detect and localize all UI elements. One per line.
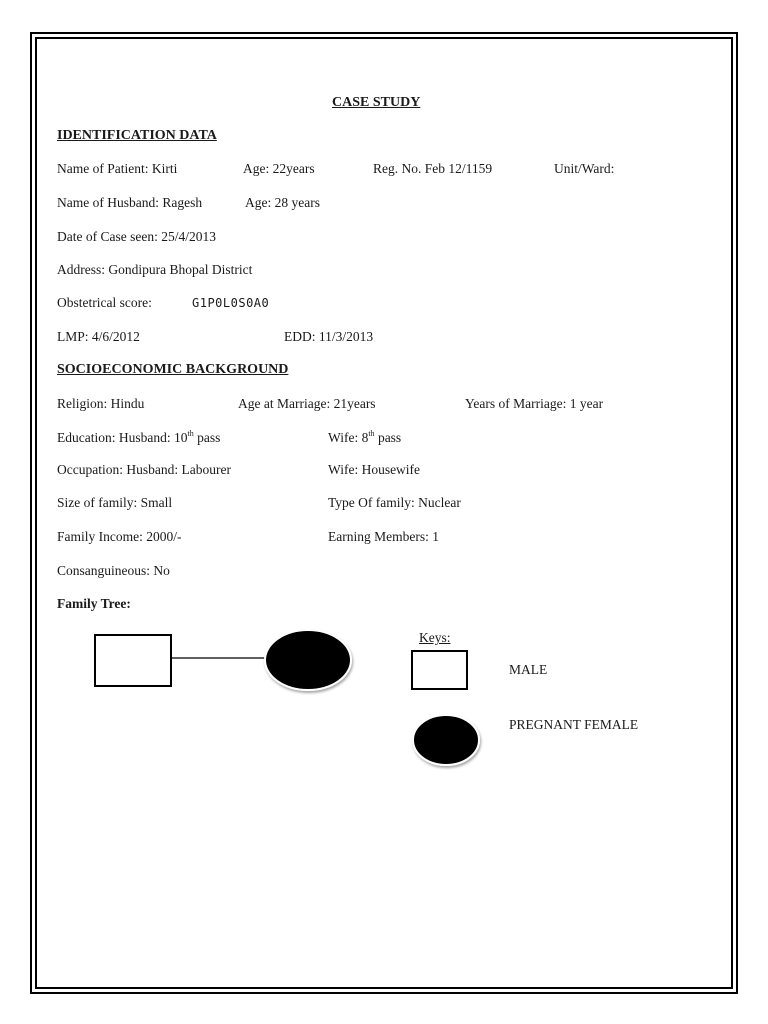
education-wife-text: Wife: 8 [328, 430, 369, 445]
address: Address: Gondipura Bhopal District [57, 262, 253, 277]
lmp: LMP: 4/6/2012 [57, 329, 140, 344]
family-tree-heading: Family Tree: [57, 596, 131, 611]
family-type: Type Of family: Nuclear [328, 495, 461, 510]
key-pregnant-female-symbol [413, 715, 479, 765]
patient-name: Name of Patient: Kirti [57, 161, 178, 176]
education-husband-pass: pass [193, 430, 221, 445]
unit-ward: Unit/Ward: [554, 161, 615, 176]
age-at-marriage: Age at Marriage: 21years [238, 396, 376, 411]
consanguineous: Consanguineous: No [57, 563, 170, 578]
husband-male-symbol [95, 635, 171, 686]
family-income: Family Income: 2000/- [57, 529, 182, 544]
key-male-label: MALE [509, 662, 548, 677]
education-wife-pass: pass [374, 430, 402, 445]
wife-pregnant-female-symbol [265, 630, 351, 690]
obstetrical-score-value: G1P0L0S0A0 [192, 296, 270, 310]
family-size: Size of family: Small [57, 495, 173, 510]
years-of-marriage: Years of Marriage: 1 year [465, 396, 604, 411]
religion: Religion: Hindu [57, 396, 145, 411]
identification-heading: IDENTIFICATION DATA [57, 128, 217, 143]
occupation-wife: Wife: Housewife [328, 462, 421, 477]
date-case-seen: Date of Case seen: 25/4/2013 [57, 229, 216, 244]
education-wife-suffix: th [368, 429, 375, 438]
husband-name: Name of Husband: Ragesh [57, 195, 203, 210]
socioeconomic-heading: SOCIOECONOMIC BACKGROUND [57, 362, 289, 377]
key-pregnant-female-label: PREGNANT FEMALE [509, 717, 639, 732]
registration-number: Reg. No. Feb 12/1159 [373, 161, 493, 176]
key-male-symbol [412, 651, 467, 689]
edd: EDD: 11/3/2013 [284, 329, 374, 344]
husband-age: Age: 28 years [245, 195, 320, 210]
obstetrical-score-label: Obstetrical score: [57, 295, 152, 310]
document-title: CASE STUDY [332, 95, 421, 110]
earning-members: Earning Members: 1 [328, 529, 439, 544]
education-husband-suffix: th [187, 429, 194, 438]
occupation-husband: Occupation: Husband: Labourer [57, 462, 231, 477]
patient-age: Age: 22years [243, 161, 315, 176]
education-husband-text: Education: Husband: 10 [57, 430, 188, 445]
keys-label: Keys: [419, 630, 451, 645]
